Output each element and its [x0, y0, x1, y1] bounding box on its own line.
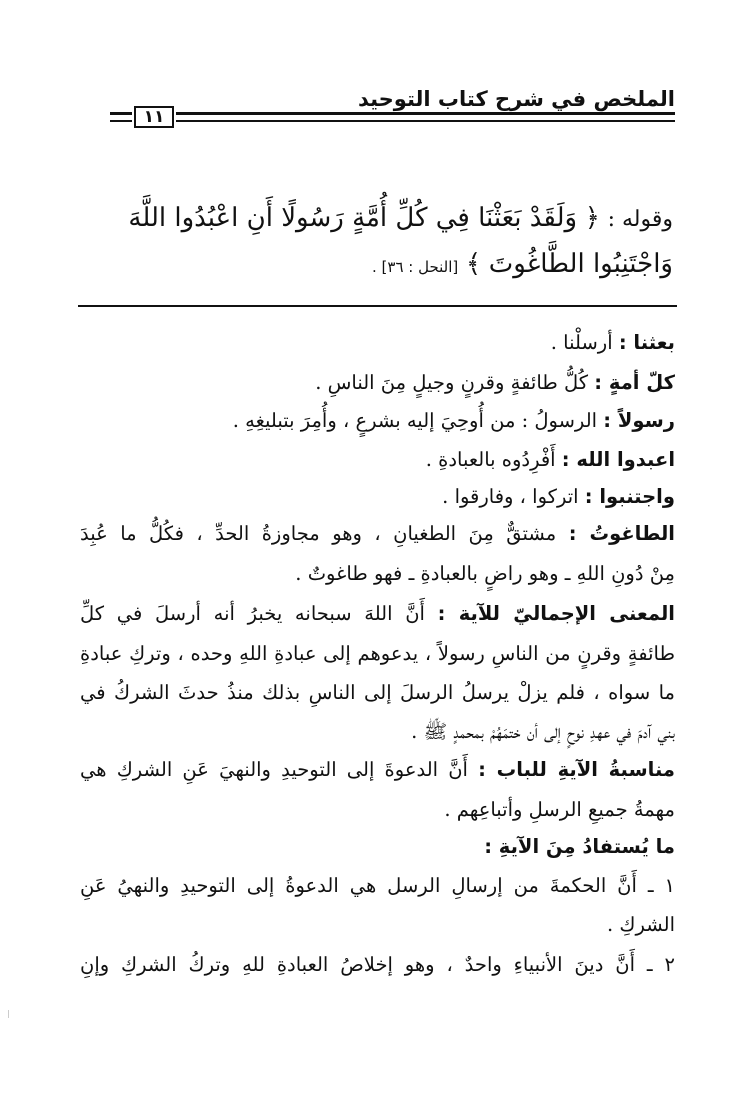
taghut-term: الطاغوتُ : — [568, 522, 675, 545]
verse-line-1 — [100, 198, 673, 240]
header-rule-thin — [176, 120, 675, 122]
verse-open-bracket: ﴿ — [584, 203, 600, 233]
glossary-definition: اتركوا ، وفارقوا . — [442, 485, 585, 508]
glossary-term: رسولاً : — [603, 409, 675, 432]
relevance-line-2: مهمةُ جميعِ الرسلِ وأتباعِهم . — [444, 798, 675, 821]
glossary-item — [80, 401, 675, 441]
verse-reference: [النحل : ٣٦] . — [372, 258, 459, 276]
section-divider — [78, 305, 677, 307]
glossary-item — [80, 323, 675, 363]
glossary-item — [80, 440, 675, 480]
verse-text-2: وَاجْتَنِبُوا الطَّاغُوتَ — [488, 249, 673, 279]
page-number-rule-thick — [110, 112, 132, 115]
glossary-definition: الرسولُ : من أُوحِيَ إليه بشرعٍ ، وأُمِرَ بتبليغِهِ . — [232, 409, 604, 432]
verse-line-2 — [100, 244, 673, 287]
relevance-text-1: أَنَّ الدعوةَ إلى التوحيدِ والنهيَ عَنِ الشركِ هي — [80, 758, 479, 781]
benefits-heading: ما يُستفادُ مِنَ الآيةِ : — [484, 835, 675, 858]
relevance-term: مناسبةُ الآيةِ للباب : — [478, 758, 675, 781]
general-meaning-line-1 — [80, 594, 675, 634]
header-rule-thick — [176, 112, 675, 115]
relevance-line-1 — [80, 750, 675, 790]
benefit-item-1-line-2: الشركِ . — [607, 913, 675, 936]
general-meaning-term: المعنى الإجماليّ للآية : — [437, 602, 675, 625]
verse-lead: وقوله : — [607, 207, 673, 232]
general-meaning-line-4: بني آدمَ في عهدِ نوحٍ إلى أن ختمَهُمْ بمحمدٍ ﷺ . — [411, 720, 675, 743]
glossary-term: بعثنا : — [618, 331, 675, 354]
glossary-item — [80, 477, 675, 517]
glossary-item — [80, 363, 675, 403]
taghut-line-2: مِنْ دُونِ اللهِ ـ وهو راضٍ بالعبادةِ ـ فهو طاغوتٌ . — [295, 562, 675, 585]
taghut-line-1 — [80, 514, 675, 554]
general-meaning-text-1: أَنَّ اللهَ سبحانه يخبرُ أنه أرسلَ في كلِّ — [80, 602, 438, 625]
glossary-term: اعبدوا الله : — [561, 448, 675, 471]
verse-close-bracket: ﴾ — [465, 249, 482, 279]
taghut-text-1: مشتقٌّ مِنَ الطغيانِ ، وهو مجاوزةُ الحدِّ ، فكُلُّ ما عُبِدَ — [80, 522, 569, 545]
glossary-definition: أرسلْنا . — [550, 331, 619, 354]
general-meaning-line-2: طائفةٍ وقرنٍ من الناسِ رسولاً ، يدعوهم إلى عبادةِ اللهِ وحده ، وتركِ عبادةِ — [80, 642, 675, 665]
glossary-definition: كُلُّ طائفةٍ وقرنٍ وجيلٍ مِنَ الناسِ . — [315, 371, 595, 394]
scan-mark — [8, 1010, 9, 1018]
running-title: الملخص في شرح كتاب التوحيد — [357, 87, 675, 111]
verse-text-1: وَلَقَدْ بَعَثْنَا فِي كُلِّ أُمَّةٍ رَسُولًا أَنِ اعْبُدُوا اللَّهَ — [128, 203, 578, 233]
glossary-term: كلّ أمةٍ : — [594, 371, 675, 394]
benefit-item-2-line-1: ٢ ـ أَنَّ دينَ الأنبياءِ واحدٌ ، وهو إخلاصُ العبادةِ للهِ وتركُ الشركِ وإنِ — [80, 953, 675, 976]
page-number-rule-thin — [110, 120, 132, 122]
benefit-item-1-line-1: ١ ـ أَنَّ الحكمةَ من إرسالِ الرسل هي الدعوةُ إلى التوحيدِ والنهيُ عَنِ — [80, 874, 675, 897]
glossary-definition: أَفْرِدُوه بالعبادةِ . — [425, 448, 562, 471]
glossary-term: واجتنبوا : — [584, 485, 675, 508]
general-meaning-line-3: ما سواه ، فلم يزلْ يرسلُ الرسلَ إلى الناسِ بذلك منذُ حدثَ الشركُ في — [80, 681, 675, 704]
page-number: ١١ — [134, 106, 174, 128]
